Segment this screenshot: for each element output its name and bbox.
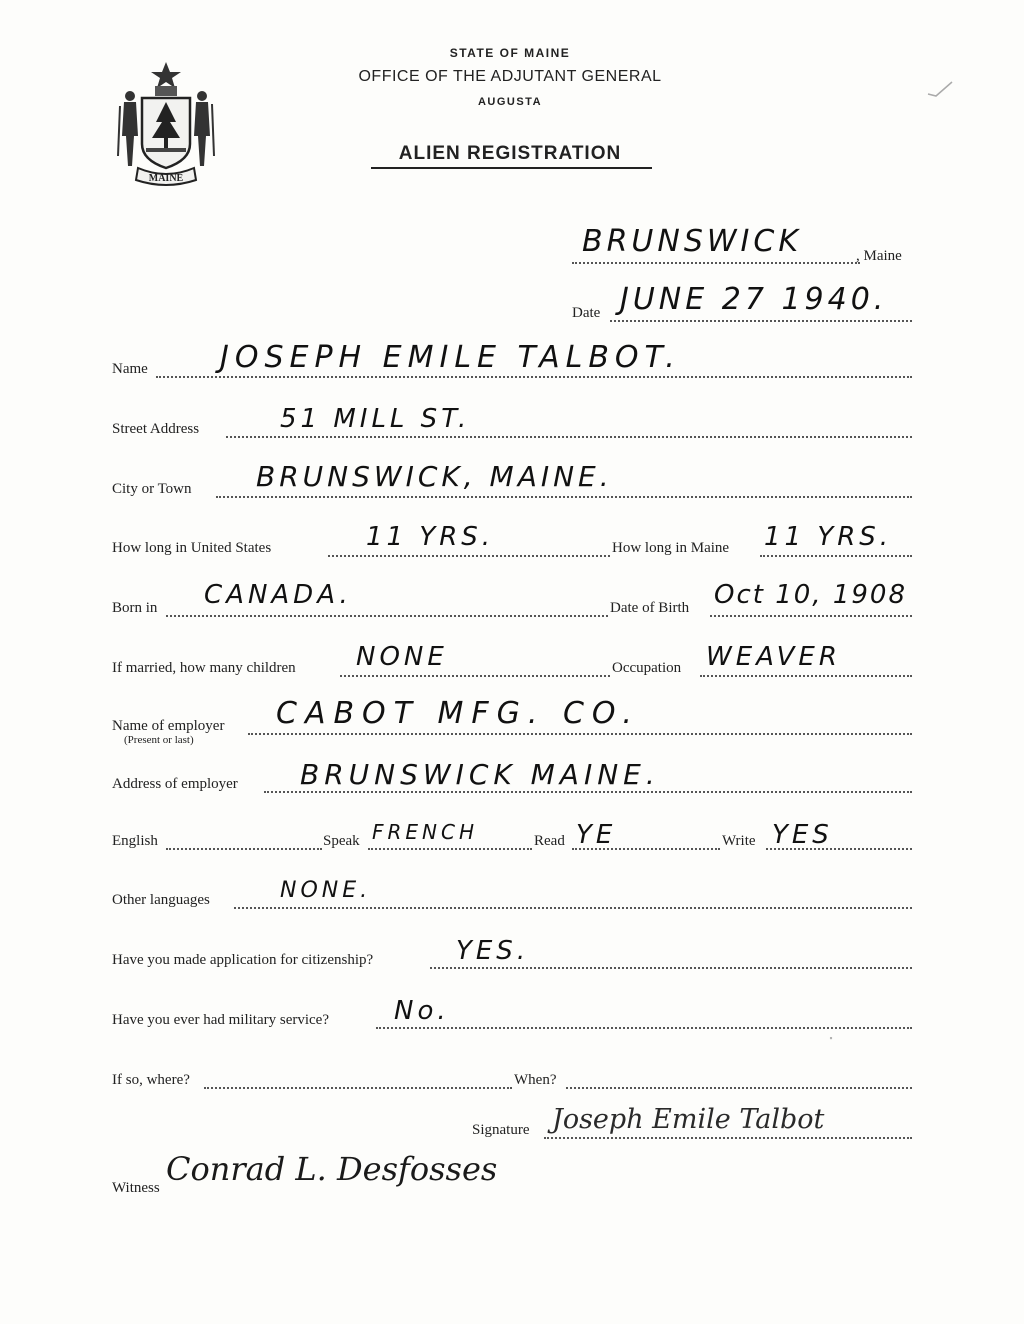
years-maine-line — [760, 555, 912, 557]
signature-value: Joseph Emile Talbot — [552, 1104, 825, 1135]
citizenship-value: YES. — [456, 936, 530, 966]
citizenship-line — [430, 967, 912, 969]
english-line — [166, 848, 322, 850]
where-label: If so, where? — [112, 1072, 190, 1088]
seal-ribbon-text: MAINE — [148, 173, 184, 184]
place-suffix: , Maine — [856, 248, 902, 264]
employer-line — [248, 733, 912, 735]
date-value: JUNE 27 1940. — [620, 282, 888, 317]
other-languages-line — [234, 907, 912, 909]
city-label: City or Town — [112, 481, 192, 497]
military-value: No. — [394, 996, 450, 1026]
header-city: AUGUSTA — [477, 96, 543, 108]
dob-line — [710, 615, 912, 617]
street-value: 51 MILL ST. — [280, 404, 471, 434]
signature-line — [544, 1137, 912, 1139]
years-us-label: How long in United States — [112, 540, 272, 556]
occupation-value: WEAVER — [706, 642, 841, 672]
speak-line — [368, 848, 532, 850]
occupation-line — [700, 675, 912, 677]
years-maine-label: How long in Maine — [612, 540, 730, 556]
form-title: ALIEN REGISTRATION — [398, 143, 622, 164]
speak-label: Speak — [323, 833, 360, 849]
place-value: BRUNSWICK — [582, 224, 802, 259]
when-line — [566, 1087, 912, 1089]
employer-address-value: BRUNSWICK MAINE. — [300, 758, 660, 791]
occupation-label: Occupation — [612, 660, 682, 676]
witness-label: Witness — [112, 1180, 160, 1196]
english-label: English — [112, 833, 158, 849]
employer-address-line — [264, 791, 912, 793]
read-label: Read — [534, 833, 565, 849]
employer-sublabel: (Present or last) — [124, 734, 194, 746]
street-line — [226, 436, 912, 438]
write-value: YES — [772, 820, 833, 850]
name-line — [156, 376, 912, 378]
employer-address-label: Address of employer — [112, 776, 238, 792]
years-maine-value: 11 YRS. — [764, 522, 893, 552]
header-state: STATE OF MAINE — [449, 46, 571, 60]
name-label: Name — [112, 361, 148, 377]
born-in-label: Born in — [112, 600, 158, 616]
date-label: Date — [572, 305, 601, 321]
city-line — [216, 496, 912, 498]
speak-value: FRENCH — [372, 820, 479, 844]
years-us-line — [328, 555, 610, 557]
employer-label: Name of employer — [112, 718, 225, 734]
dob-value: Oct 10, 1908 — [714, 580, 907, 610]
name-value: JOSEPH EMILE TALBOT. — [220, 340, 681, 375]
signature-label: Signature — [472, 1122, 530, 1138]
born-in-value: CANADA. — [204, 580, 352, 610]
check-mark-icon — [926, 78, 954, 98]
children-label: If married, how many children — [112, 660, 296, 676]
header-office: OFFICE OF THE ADJUTANT GENERAL — [358, 68, 662, 85]
born-in-line — [166, 615, 608, 617]
other-languages-label: Other languages — [112, 892, 210, 908]
employer-value: CABOT MFG. CO. — [276, 696, 640, 731]
children-line — [340, 675, 610, 677]
witness-signature: Conrad L. Desfosses — [166, 1150, 498, 1188]
city-value: BRUNSWICK, MAINE. — [256, 460, 613, 493]
where-line — [204, 1087, 512, 1089]
place-line — [572, 262, 860, 264]
when-label: When? — [514, 1072, 557, 1088]
write-label: Write — [722, 833, 756, 849]
street-label: Street Address — [112, 421, 200, 437]
years-us-value: 11 YRS. — [366, 522, 495, 552]
children-value: NONE — [356, 642, 448, 672]
military-label: Have you ever had military service? — [112, 1012, 329, 1028]
other-languages-value: NONE. — [280, 878, 372, 903]
pencil-mark: ⸼ — [830, 1025, 834, 1040]
read-value: YE — [576, 820, 617, 850]
title-underline — [371, 167, 652, 169]
state-seal-icon — [112, 56, 220, 188]
citizenship-label: Have you made application for citizenship? — [112, 952, 374, 968]
dob-label: Date of Birth — [610, 600, 690, 616]
date-line — [610, 320, 912, 322]
